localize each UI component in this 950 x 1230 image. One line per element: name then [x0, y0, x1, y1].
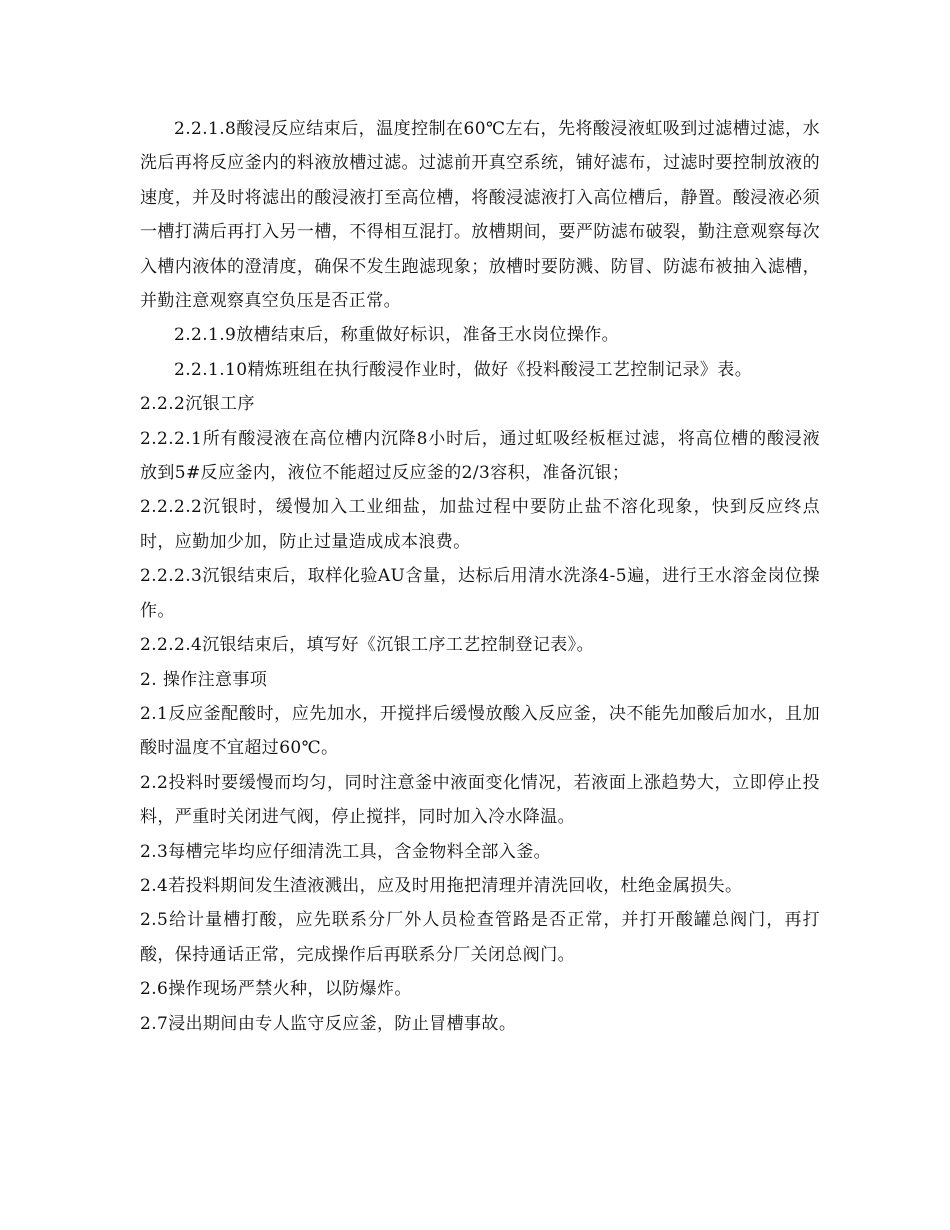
paragraph-2-6: 2.6操作现场严禁火种，以防爆炸。	[140, 979, 412, 1000]
paragraph-2-2-1-10: 2.2.1.10精炼班组在执行酸浸作业时，做好《投料酸浸工艺控制记录》表。	[174, 359, 753, 380]
paragraph-2-5: 2.5给计量槽打酸，应先联系分厂外人员检查管路是否正常，并打开酸罐总阀门，再打酸，保持通话正常，完成操作后再联系分厂关闭总阀门。	[140, 910, 820, 965]
paragraph-2-2-2-4: 2.2.2.4沉银结束后，填写好《沉银工序工艺控制登记表》。	[140, 635, 594, 656]
section-heading-2-2-2: 2.2.2沉银工序	[140, 394, 255, 415]
paragraph-2-2-2-2: 2.2.2.2沉银时，缓慢加入工业细盐，加盐过程中要防止盐不溶化现象，快到反应终点时，应勤加少加，防止过量造成成本浪费。	[140, 497, 820, 552]
section-heading-2: 2. 操作注意事项	[140, 669, 268, 690]
paragraph-2-1: 2.1反应釜配酸时，应先加水，开搅拌后缓慢放酸入反应釜，决不能先加酸后加水，且加酸时温度不宜超过60℃。	[140, 703, 820, 759]
paragraph-2-2-2-3: 2.2.2.3沉银结束后，取样化验AU含量，达标后用清水洗涤4-5遍，进行王水溶金岗位操作。	[140, 566, 820, 621]
document-page	[140, 112, 820, 1041]
paragraph-2-2-1-9: 2.2.1.9放槽结束后，称重做好标识，准备王水岗位操作。	[174, 325, 620, 346]
paragraph-2-2-2-1: 2.2.2.1所有酸浸液在高位槽内沉降8小时后，通过虹吸经板框过滤，将高位槽的酸浸液放到5#反应釜内，液位不能超过反应釜的2/3容积，准备沉银；	[140, 428, 820, 484]
paragraph-2-3: 2.3每槽完毕均应仔细清洗工具，含金物料全部入釜。	[140, 841, 552, 862]
paragraph-2-4: 2.4若投料期间发生渣液溅出，应及时用拖把清理并清洗回收，杜绝金属损失。	[140, 875, 743, 896]
paragraph-2-7: 2.7浸出期间由专人监守反应釜，防止冒槽事故。	[140, 1013, 517, 1034]
paragraph-2-2: 2.2投料时要缓慢而均匀，同时注意釜中液面变化情况，若液面上涨趋势大，立即停止投料，严重时关闭进气阀，停止搅拌，同时加入冷水降温。	[140, 772, 820, 828]
paragraph-2-2-1-8: 2.2.1.8酸浸反应结束后，温度控制在60℃左右，先将酸浸液虹吸到过滤槽过滤，水洗后再将反应釜内的料液放槽过滤。过滤前开真空系统，铺好滤布，过滤时要控制放液的速度，并及时将滤出的酸浸液打至高位槽，将酸浸滤液打入高位槽后，静置。酸浸液必须一槽打满后再打入另一槽，不得相互混打。放槽期间，要严防滤布破裂，勤注意观察每次入槽内液体的澄清度，确保不发生跑滤现象；放槽时要防溅、防冒、防滤布被抽入滤槽，并勤注意观察真空负压是否正常。	[140, 119, 820, 312]
